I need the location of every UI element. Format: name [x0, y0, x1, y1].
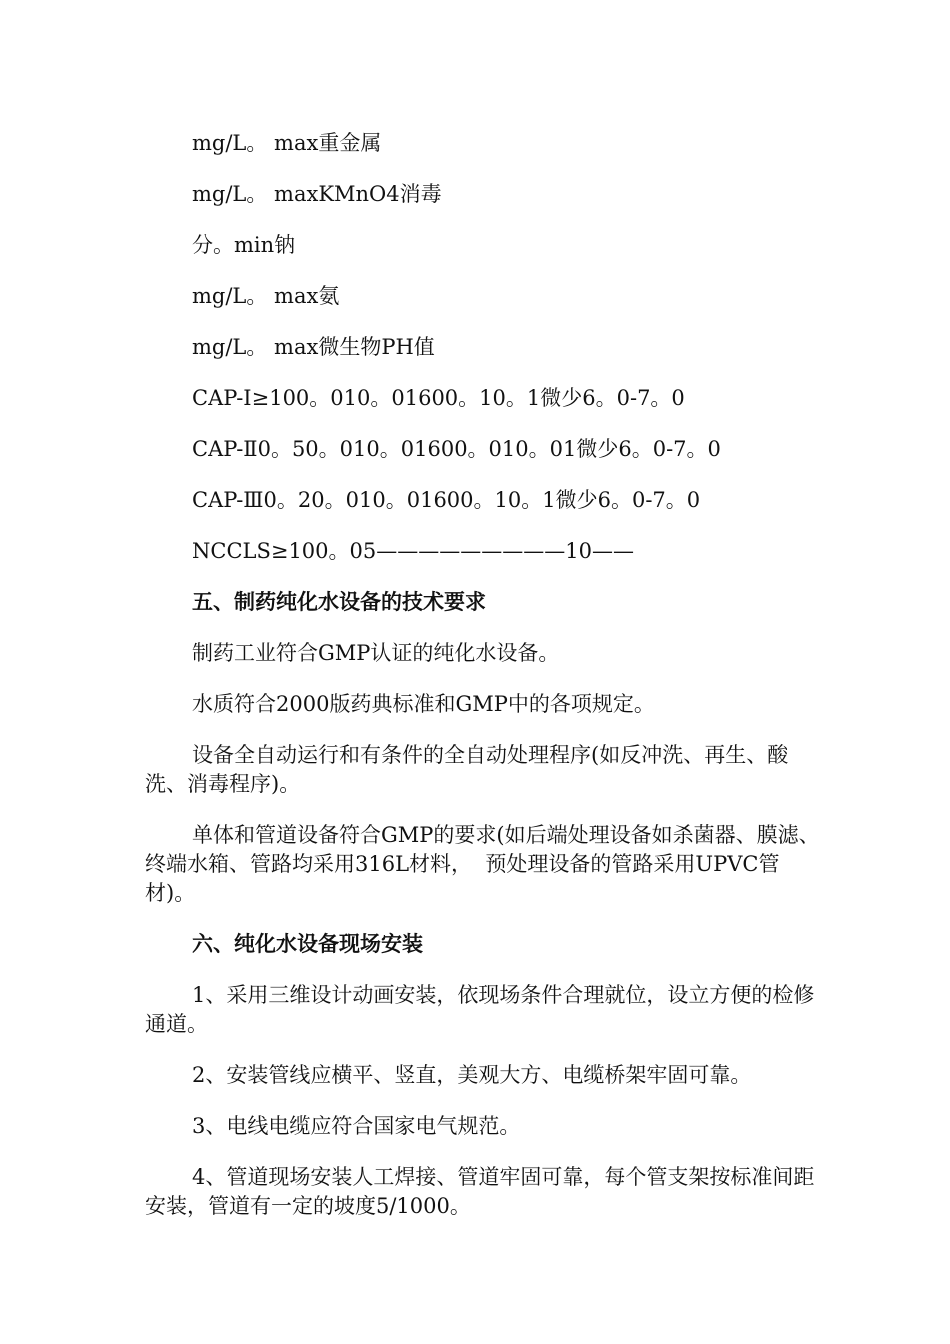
spec-line-microbe-ph: mg/L。 max微生物PH值 [192, 335, 435, 359]
spec-line-kmno4: mg/L。 maxKMnO4消毒 [192, 182, 442, 206]
spec-line-ammonia: mg/L。 max氨 [192, 284, 340, 308]
section6-paragraph-2: 2、安装管线应横平、竖直，美观大方、电缆桥架牢固可靠。 [192, 1063, 752, 1087]
section6-paragraph-3: 3、电线电缆应符合国家电气规范。 [192, 1114, 521, 1138]
section5-paragraph-4: 单体和管道设备符合GMP的要求(如后端处理设备如杀菌器、膜滤、终端水箱、管路均采用316L材料， 预处理设备的管路采用UPVC管材)。 [145, 823, 820, 905]
section6-paragraph-1: 1、采用三维设计动画安装，依现场条件合理就位，设立方便的检修通道。 [145, 983, 815, 1036]
spec-row-cap-3: CAP-Ⅲ0。20。010。01600。10。1微少6。0-7。0 [192, 488, 701, 512]
spec-line-heavy-metals: mg/L。 max重金属 [192, 131, 382, 155]
spec-row-cap-1: CAP-Ⅰ≥100。010。01600。10。1微少6。0-7。0 [192, 386, 685, 410]
section5-paragraph-3: 设备全自动运行和有条件的全自动处理程序(如反冲洗、再生、酸洗、消毒程序)。 [145, 743, 789, 796]
section5-paragraph-2: 水质符合2000版药典标准和GMP中的各项规定。 [192, 692, 655, 716]
section5-paragraph-1: 制药工业符合GMP认证的纯化水设备。 [192, 641, 560, 665]
spec-line-sodium: 分。min钠 [192, 233, 296, 257]
spec-row-nccls: NCCLS≥100。05—————————10—— [192, 539, 634, 563]
section6-paragraph-4: 4、管道现场安装人工焊接、管道牢固可靠，每个管支架按标准间距安装，管道有一定的坡度5/1000。 [145, 1165, 815, 1218]
section-heading-5: 五、制药纯化水设备的技术要求 [192, 590, 486, 614]
section-heading-6: 六、纯化水设备现场安装 [192, 932, 423, 956]
spec-row-cap-2: CAP-Ⅱ0。50。010。01600。010。01微少6。0-7。0 [192, 437, 721, 461]
